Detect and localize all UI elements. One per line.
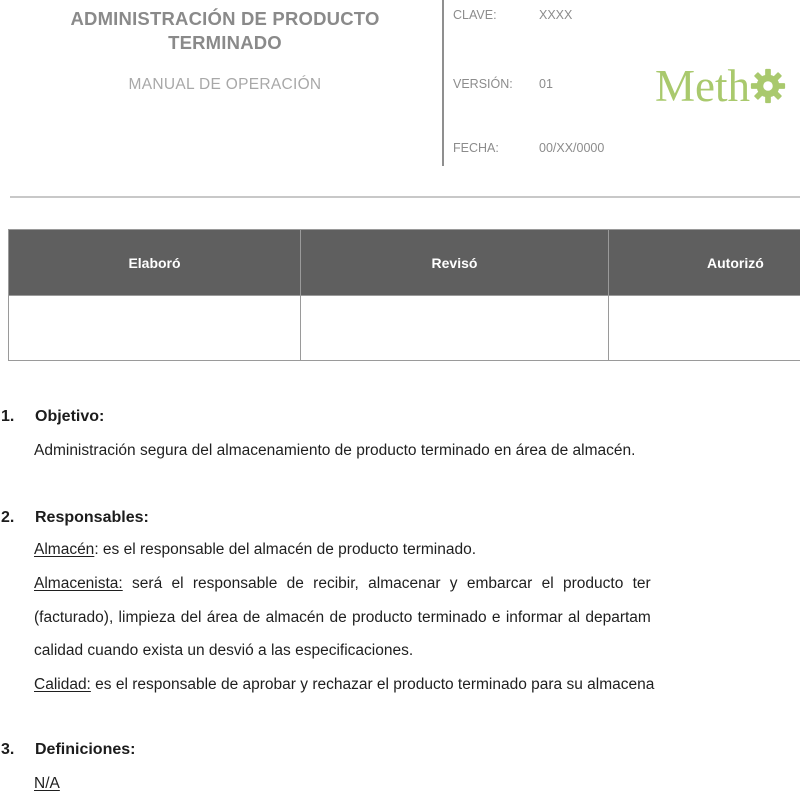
elaboro-header: Elaboró <box>9 230 301 296</box>
almacenista-line-2: (facturado), limpieza del área de almacén de producto terminado e informar al departam <box>34 609 651 626</box>
almacen-line <box>34 540 476 560</box>
version-value: 01 <box>539 77 553 91</box>
title-line-1: ADMINISTRACIÓN DE PRODUCTO <box>70 8 380 29</box>
document-title <box>10 7 440 55</box>
section-title: Responsables: <box>35 509 149 526</box>
header-separator <box>10 196 800 198</box>
definiciones-value: N/A <box>34 775 60 792</box>
objetivo-text: Administración segura del almacenamiento de producto terminado en área de almacén. <box>34 442 636 459</box>
autorizo-header: Autorizó <box>609 230 800 296</box>
signature-table <box>8 229 800 361</box>
reviso-cell <box>301 296 609 361</box>
title-line-2: TERMINADO <box>168 32 282 53</box>
almacenista-line-1 <box>34 574 651 594</box>
section-definiciones-heading <box>0 741 135 759</box>
almacenista-description-1: será el responsable de recibir, almacenar y embarcar el producto ter <box>122 575 651 592</box>
signature-header-row <box>9 230 800 296</box>
gear-logo-icon <box>749 67 787 105</box>
calidad-term: Calidad: <box>34 676 91 693</box>
clave-value: XXXX <box>539 8 573 22</box>
section-title: Definiciones: <box>35 741 136 758</box>
elaboro-cell <box>9 296 301 361</box>
calidad-line <box>34 675 654 695</box>
signature-row <box>9 296 800 361</box>
calidad-description: es el responsable de aprobar y rechazar el producto terminado para su almacena <box>90 676 655 693</box>
almacen-term: Almacén <box>34 541 95 558</box>
section-number: 2. <box>1 509 15 526</box>
document-subtitle: MANUAL DE OPERACIÓN <box>128 76 322 93</box>
section-responsables-heading <box>0 509 149 527</box>
almacenista-line-3: calidad cuando exista un desvió a las especificaciones. <box>34 642 414 659</box>
reviso-header: Revisó <box>301 230 609 296</box>
version-label: VERSIÓN: <box>453 77 513 91</box>
fecha-value: 00/XX/0000 <box>539 141 605 155</box>
almacenista-term: Almacenista: <box>34 575 123 592</box>
autorizo-cell <box>609 296 800 361</box>
fecha-label: FECHA: <box>453 141 499 155</box>
clave-label: CLAVE: <box>453 8 497 22</box>
section-title: Objetivo: <box>35 408 105 425</box>
section-objetivo-heading <box>0 408 104 426</box>
almacen-description: : es el responsable del almacén de producto terminado. <box>94 541 477 558</box>
definiciones-text <box>34 774 60 794</box>
section-number: 1. <box>1 408 15 425</box>
logo-text: Meth <box>655 61 750 111</box>
section-number: 3. <box>1 741 15 758</box>
company-logo <box>655 60 787 112</box>
header-divider <box>442 0 444 166</box>
